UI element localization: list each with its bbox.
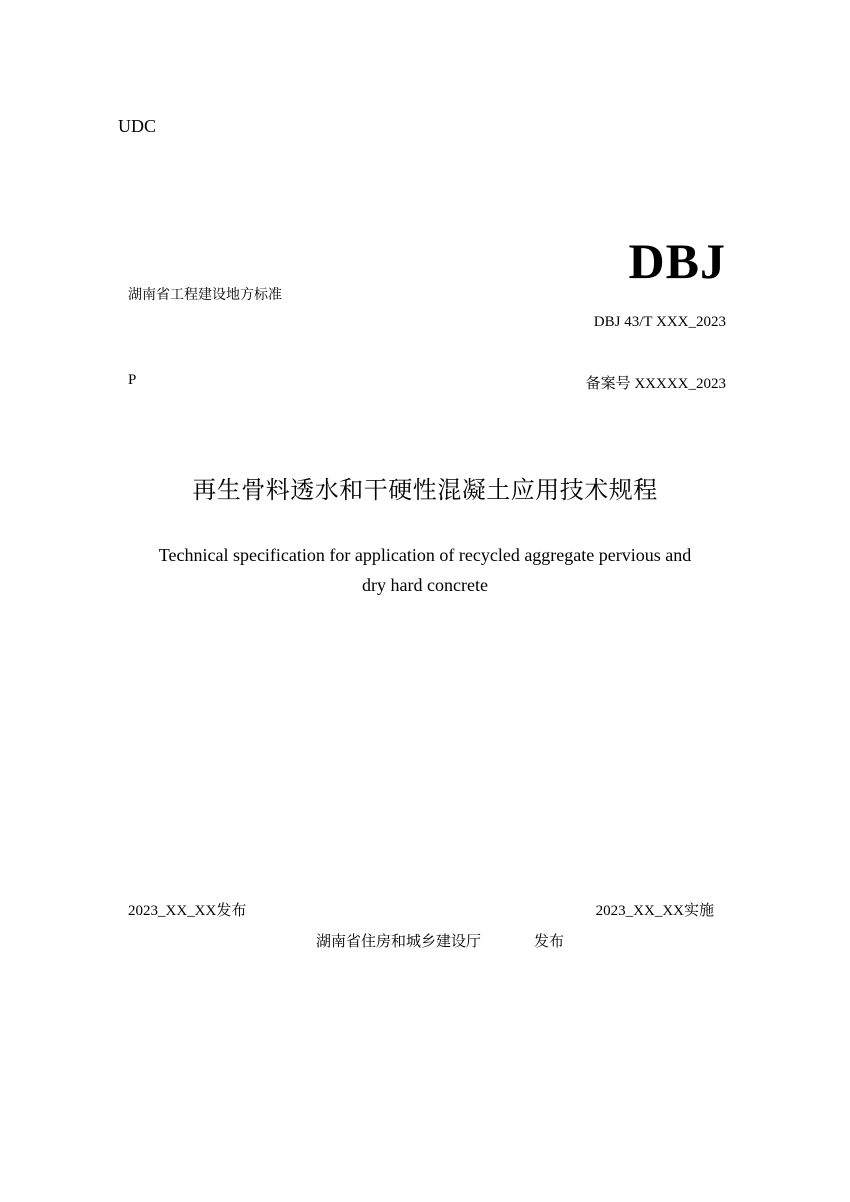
title-english-line-1: Technical specification for application of recycled aggregate pervious and bbox=[158, 545, 692, 565]
title-english bbox=[0, 540, 850, 600]
record-number: 备案号 XXXXX_2023 bbox=[585, 376, 726, 392]
publisher: 湖南省住房和城乡建设厅 bbox=[316, 932, 482, 950]
publish-date: 2023_XX_XX发布 bbox=[128, 903, 247, 919]
title-chinese: 再生骨料透水和干硬性混凝土应用技术规程 bbox=[192, 476, 658, 504]
standard-number: DBJ 43/T XXX_2023 bbox=[593, 314, 726, 330]
category-code: P bbox=[128, 372, 137, 388]
dbj-logo: DBJ bbox=[628, 233, 726, 289]
udc-label: UDC bbox=[118, 116, 157, 136]
title-english-line-2: dry hard concrete bbox=[362, 575, 488, 595]
publisher-action: 发布 bbox=[534, 932, 565, 950]
effective-date: 2023_XX_XX实施 bbox=[595, 903, 714, 919]
issuer-category: 湖南省工程建设地方标准 bbox=[128, 287, 282, 303]
